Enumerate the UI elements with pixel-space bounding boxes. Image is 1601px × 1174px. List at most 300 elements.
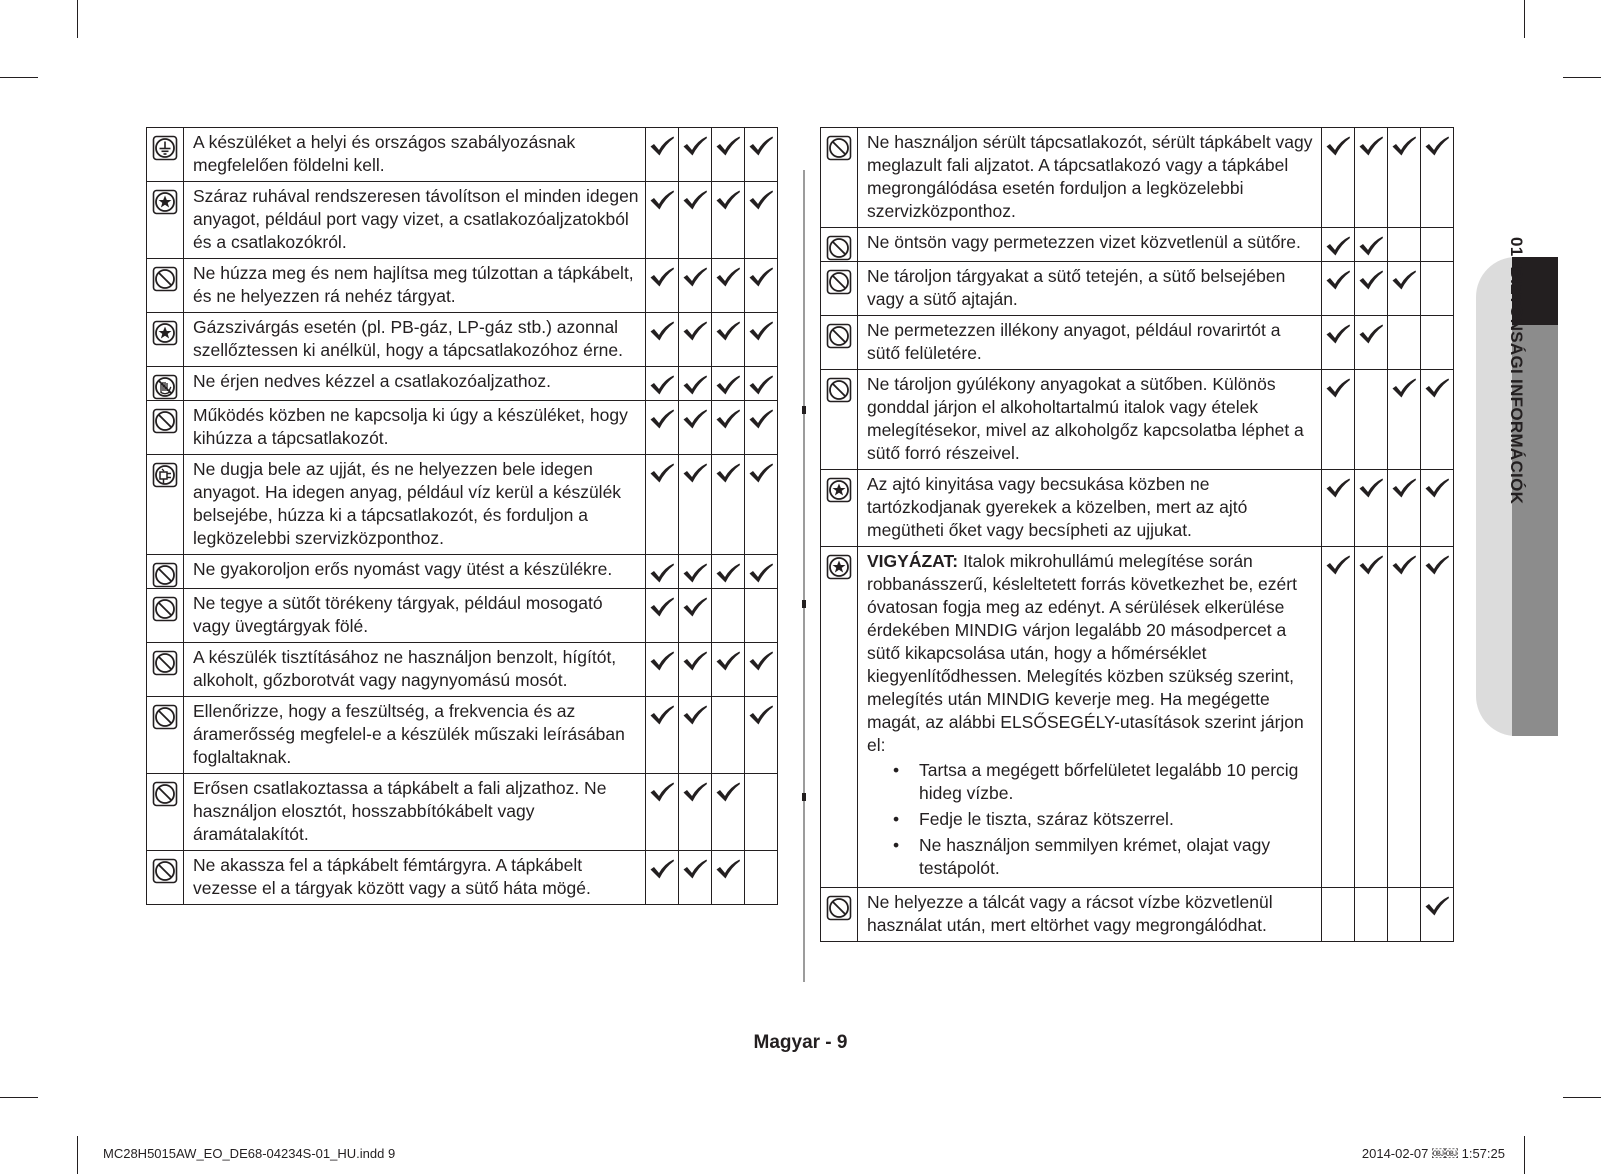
icon-cell	[147, 128, 184, 182]
checkmark-icon	[715, 650, 741, 672]
applicability-cell	[1355, 470, 1388, 547]
checkmark-icon	[649, 562, 675, 584]
icon-cell	[147, 259, 184, 313]
applicability-cell	[679, 851, 712, 905]
checkmark-icon	[1325, 269, 1351, 291]
checkmark-icon	[682, 596, 708, 618]
checkmark-icon	[682, 462, 708, 484]
instruction-body: Italok mikrohullámú melegítése során robbanásszerű, késleltetett forrás következhet be, ezért óvatosan fogja meg az edényt. A sérülések elkerülése érdekében MINDIG várjon legalább 20 másodpercet a sütő kikapcsolása után, hogy a hőmérséklet kiegyenlítődhessen. Melegítés közben szükség szerint, melegítés után MINDIG keverje meg. Ha megégette magát, az alábbi ELSŐSEGÉLY-utasítások szerint járjon el:	[867, 551, 1304, 755]
checkmark-icon	[715, 781, 741, 803]
checkmark-icon	[748, 135, 774, 157]
instruction-text	[867, 891, 1315, 937]
divider-tick	[802, 406, 806, 414]
applicability-cell	[1421, 470, 1454, 547]
instruction-text-cell	[858, 262, 1322, 316]
page-number: Magyar - 9	[753, 1032, 848, 1053]
icon-cell	[821, 128, 858, 228]
applicability-cell	[745, 259, 778, 313]
checkmark-icon	[1424, 135, 1450, 157]
applicability-cell	[712, 182, 745, 259]
safety-row	[147, 128, 778, 182]
instruction-body: Ne akassza fel a tápkábelt fémtárgyra. A tápkábelt vezesse el a tárgyak között vagy a sütő háta mögé.	[193, 855, 591, 898]
star-icon	[826, 554, 852, 580]
applicability-cell	[1388, 547, 1421, 888]
applicability-cell	[712, 367, 745, 401]
instruction-text	[193, 777, 639, 846]
checkmark-icon	[682, 408, 708, 430]
warning-label: VIGYÁZAT:	[867, 551, 959, 571]
checkmark-icon	[649, 650, 675, 672]
applicability-cell	[1388, 370, 1421, 470]
prohibited-icon	[152, 266, 178, 292]
instruction-text-cell	[858, 128, 1322, 228]
applicability-cell	[679, 367, 712, 401]
checkmark-icon	[1424, 477, 1450, 499]
checkmark-icon	[1391, 135, 1417, 157]
applicability-cell	[679, 259, 712, 313]
icon-cell	[147, 774, 184, 851]
instruction-text	[867, 550, 1315, 757]
icon-cell	[147, 555, 184, 589]
instruction-text-cell	[184, 401, 646, 455]
applicability-cell	[712, 555, 745, 589]
icon-cell	[821, 262, 858, 316]
icon-cell	[147, 182, 184, 259]
safety-row	[821, 370, 1454, 470]
applicability-cell	[646, 128, 679, 182]
applicability-cell	[679, 643, 712, 697]
instruction-text-cell	[184, 313, 646, 367]
instruction-text	[193, 592, 639, 638]
applicability-cell	[712, 851, 745, 905]
checkmark-icon	[748, 704, 774, 726]
checkmark-icon	[1358, 477, 1384, 499]
instruction-body: Ne öntsön vagy permetezzen vizet közvetlenül a sütőre.	[867, 232, 1301, 252]
safety-row	[821, 128, 1454, 228]
instruction-text-cell	[858, 370, 1322, 470]
applicability-cell	[712, 697, 745, 774]
applicability-cell	[646, 589, 679, 643]
applicability-cell	[1388, 888, 1421, 942]
prohibited-icon	[826, 323, 852, 349]
instruction-text	[193, 185, 639, 254]
icon-cell	[821, 470, 858, 547]
instruction-text	[193, 458, 639, 550]
applicability-cell	[646, 455, 679, 555]
instruction-body: Ne húzza meg és nem hajlítsa meg túlzottan a tápkábelt, és ne helyezzen rá nehéz tárgyat.	[193, 263, 634, 306]
applicability-cell	[745, 851, 778, 905]
instruction-body: Ne tároljon gyúlékony anyagokat a sütőben. Különös gonddal járjon el alkoholtartalmú italok vagy ételek melegítésekor, mivel az alkoholgőz kapcsolatba léphet a sütő forró részeivel.	[867, 374, 1304, 463]
safety-row	[147, 851, 778, 905]
applicability-cell	[1322, 370, 1355, 470]
checkmark-icon	[748, 266, 774, 288]
safety-row	[147, 555, 778, 589]
icon-cell	[821, 228, 858, 262]
checkmark-icon	[1358, 554, 1384, 576]
instruction-text-cell	[184, 455, 646, 555]
applicability-cell	[1322, 228, 1355, 262]
prohibited-icon	[152, 781, 178, 807]
first-aid-item: • Tartsa a megégett bőrfelületet legalább 10 percig hideg vízbe.	[867, 759, 1315, 805]
checkmark-icon	[715, 320, 741, 342]
applicability-cell	[646, 697, 679, 774]
applicability-cell	[646, 774, 679, 851]
icon-cell	[147, 367, 184, 401]
checkmark-icon	[682, 135, 708, 157]
checkmark-icon	[715, 374, 741, 396]
chapter-title	[1496, 237, 1536, 737]
instruction-body: Ne permetezzen illékony anyagot, például rovarirtót a sütő felületére.	[867, 320, 1281, 363]
instruction-body: Száraz ruhával rendszeresen távolítson el minden idegen anyagot, például port vagy vizet, a csatlakozóaljzatokból és a csatlakozókról.	[193, 186, 639, 252]
prohibited-icon	[152, 408, 178, 434]
applicability-cell	[745, 313, 778, 367]
checkmark-icon	[1391, 554, 1417, 576]
prohibited-icon	[152, 858, 178, 884]
checkmark-icon	[1358, 323, 1384, 345]
instruction-text-cell	[858, 888, 1322, 942]
star-icon	[152, 320, 178, 346]
checkmark-icon	[649, 135, 675, 157]
instruction-body: A készüléket a helyi és országos szabályozásnak megfelelően földelni kell.	[193, 132, 576, 175]
applicability-cell	[679, 589, 712, 643]
applicability-cell	[745, 367, 778, 401]
instruction-text-cell	[858, 316, 1322, 370]
applicability-cell	[679, 128, 712, 182]
prohibited-icon	[826, 895, 852, 921]
first-aid-item: • Ne használjon semmilyen krémet, olajat vagy testápolót.	[867, 834, 1315, 880]
prohibited-icon	[152, 596, 178, 622]
instruction-text-cell	[184, 851, 646, 905]
applicability-cell	[745, 401, 778, 455]
crop-mark-top-right	[1524, 0, 1525, 38]
checkmark-icon	[1391, 377, 1417, 399]
prohibited-icon	[152, 704, 178, 730]
applicability-cell	[712, 774, 745, 851]
applicability-cell	[1355, 228, 1388, 262]
applicability-cell	[1355, 370, 1388, 470]
checkmark-icon	[748, 408, 774, 430]
checkmark-icon	[649, 858, 675, 880]
applicability-cell	[1388, 316, 1421, 370]
applicability-cell	[1421, 547, 1454, 888]
applicability-cell	[745, 455, 778, 555]
checkmark-icon	[649, 266, 675, 288]
checkmark-icon	[715, 858, 741, 880]
applicability-cell	[679, 455, 712, 555]
checkmark-icon	[1391, 269, 1417, 291]
instruction-text-cell	[184, 555, 646, 589]
chapter-name: BIZTONSÁGI INFORMÁCIÓK	[1507, 266, 1526, 505]
crop-mark-left-top	[0, 77, 38, 78]
safety-row	[147, 401, 778, 455]
applicability-cell	[646, 851, 679, 905]
safety-row	[821, 262, 1454, 316]
prohibited-icon	[826, 269, 852, 295]
instruction-text	[193, 370, 639, 393]
safety-row	[147, 697, 778, 774]
applicability-cell	[1322, 470, 1355, 547]
applicability-cell	[679, 774, 712, 851]
icon-cell	[147, 851, 184, 905]
instruction-text	[193, 316, 639, 362]
no-wet-hands-icon	[152, 374, 178, 400]
checkmark-icon	[682, 858, 708, 880]
instruction-text-cell	[184, 128, 646, 182]
star-icon	[826, 477, 852, 503]
prohibited-icon	[826, 135, 852, 161]
checkmark-icon	[748, 562, 774, 584]
checkmark-icon	[682, 189, 708, 211]
crop-mark-bottom-right	[1524, 1136, 1525, 1174]
prohibited-icon	[152, 562, 178, 588]
checkmark-icon	[1424, 554, 1450, 576]
checkmark-icon	[649, 462, 675, 484]
checkmark-icon	[1325, 323, 1351, 345]
instruction-body: Ne gyakoroljon erős nyomást vagy ütést a készülékre.	[193, 559, 613, 579]
icon-cell	[821, 316, 858, 370]
checkmark-icon	[682, 374, 708, 396]
star-icon	[152, 189, 178, 215]
first-aid-item: • Fedje le tiszta, száraz kötszerrel.	[867, 808, 1315, 831]
safety-row	[821, 316, 1454, 370]
checkmark-icon	[649, 781, 675, 803]
instruction-text	[193, 646, 639, 692]
instruction-text-cell	[184, 367, 646, 401]
checkmark-icon	[1325, 377, 1351, 399]
instruction-text-cell	[184, 774, 646, 851]
icon-cell	[821, 370, 858, 470]
instruction-body: Gázszivárgás esetén (pl. PB-gáz, LP-gáz stb.) azonnal szellőztessen ki anélkül, hogy a tápcsatlakozóhoz érne.	[193, 317, 623, 360]
applicability-cell	[712, 455, 745, 555]
checkmark-icon	[649, 374, 675, 396]
instruction-body: Működés közben ne kapcsolja ki úgy a készüléket, hogy kihúzza a tápcsatlakozót.	[193, 405, 628, 448]
icon-cell	[147, 313, 184, 367]
right-safety-table	[820, 127, 1454, 942]
applicability-cell	[679, 697, 712, 774]
unplug-icon	[152, 462, 178, 488]
applicability-cell	[1421, 262, 1454, 316]
applicability-cell	[1322, 888, 1355, 942]
instruction-text	[867, 265, 1315, 311]
instruction-text-cell	[184, 182, 646, 259]
checkmark-icon	[715, 408, 741, 430]
checkmark-icon	[649, 320, 675, 342]
applicability-cell	[679, 555, 712, 589]
safety-row	[147, 455, 778, 555]
applicability-cell	[1322, 262, 1355, 316]
instruction-text	[193, 558, 639, 581]
checkmark-icon	[715, 462, 741, 484]
applicability-cell	[712, 643, 745, 697]
checkmark-icon	[649, 189, 675, 211]
applicability-cell	[1322, 547, 1355, 888]
applicability-cell	[745, 555, 778, 589]
safety-row	[821, 888, 1454, 942]
instruction-text	[867, 373, 1315, 465]
checkmark-icon	[682, 781, 708, 803]
checkmark-icon	[1424, 895, 1450, 917]
applicability-cell	[1421, 888, 1454, 942]
instruction-body: Ellenőrizze, hogy a feszültség, a frekvencia és az áramerősség megfelel-e a készülék műszaki leírásában foglaltaknak.	[193, 701, 625, 767]
first-aid-list	[867, 759, 1315, 880]
applicability-cell	[745, 128, 778, 182]
applicability-cell	[1355, 316, 1388, 370]
footer-timestamp: 2014-02-07 ￼￼ 1:57:25	[1361, 1146, 1505, 1161]
applicability-cell	[1421, 228, 1454, 262]
instruction-body: Az ajtó kinyitása vagy becsukása közben ne tartózkodjanak gyerekek a közelben, mert az ajtó megütheti őket vagy becsípheti az ujjukat.	[867, 474, 1248, 540]
safety-row	[147, 259, 778, 313]
checkmark-icon	[682, 650, 708, 672]
checkmark-icon	[682, 266, 708, 288]
footer-file-name: MC28H5015AW_EO_DE68-04234S-01_HU.indd 9	[103, 1146, 396, 1161]
safety-row	[821, 470, 1454, 547]
instruction-body: Ne tároljon tárgyakat a sütő tetején, a sütő belsejében vagy a sütő ajtaján.	[867, 266, 1286, 309]
checkmark-icon	[682, 562, 708, 584]
prohibited-icon	[826, 235, 852, 261]
icon-cell	[147, 643, 184, 697]
icon-cell	[821, 888, 858, 942]
applicability-cell	[1322, 128, 1355, 228]
instruction-body: Ne érjen nedves kézzel a csatlakozóaljzathoz.	[193, 371, 551, 391]
safety-row	[821, 547, 1454, 888]
applicability-cell	[1322, 316, 1355, 370]
applicability-cell	[712, 128, 745, 182]
checkmark-icon	[715, 135, 741, 157]
applicability-cell	[679, 313, 712, 367]
crop-mark-right-top	[1563, 77, 1601, 78]
icon-cell	[147, 697, 184, 774]
ground-icon	[152, 135, 178, 161]
instruction-text	[193, 700, 639, 769]
crop-mark-left-bottom	[0, 1097, 38, 1098]
checkmark-icon	[1358, 135, 1384, 157]
checkmark-icon	[748, 374, 774, 396]
divider-tick	[802, 793, 806, 801]
applicability-cell	[679, 182, 712, 259]
chapter-side-tab	[1476, 237, 1558, 736]
instruction-text	[193, 262, 639, 308]
instruction-text	[867, 473, 1315, 542]
safety-row	[147, 589, 778, 643]
safety-row	[147, 313, 778, 367]
instruction-body: A készülék tisztításához ne használjon benzolt, hígítót, alkoholt, gőzborotvát vagy nagynyomású mosót.	[193, 647, 617, 690]
instruction-body: Ne tegye a sütőt törékeny tárgyak, például mosogató vagy üvegtárgyak fölé.	[193, 593, 603, 636]
checkmark-icon	[1358, 269, 1384, 291]
left-safety-table	[146, 127, 778, 905]
instruction-text-cell	[858, 470, 1322, 547]
crop-mark-bottom-left	[77, 1136, 78, 1174]
divider-tick	[802, 600, 806, 608]
instruction-text	[867, 231, 1315, 254]
instruction-text-cell	[858, 547, 1322, 888]
applicability-cell	[646, 182, 679, 259]
checkmark-icon	[1325, 135, 1351, 157]
prohibited-icon	[152, 650, 178, 676]
chapter-number: 01	[1507, 237, 1526, 257]
instruction-text	[193, 854, 639, 900]
checkmark-icon	[682, 320, 708, 342]
applicability-cell	[1388, 228, 1421, 262]
applicability-cell	[1355, 262, 1388, 316]
applicability-cell	[1355, 547, 1388, 888]
applicability-cell	[1355, 888, 1388, 942]
checkmark-icon	[649, 704, 675, 726]
checkmark-icon	[1391, 477, 1417, 499]
instruction-body: Ne dugja bele az ujját, és ne helyezzen bele idegen anyagot. Ha idegen anyag, például víz kerül a készülék belsejébe, húzza ki a tápcsatlakozót, és forduljon a legközelebbi szervizközponthoz.	[193, 459, 622, 548]
checkmark-icon	[1325, 235, 1351, 257]
icon-cell	[147, 401, 184, 455]
applicability-cell	[1421, 128, 1454, 228]
safety-row	[147, 367, 778, 401]
safety-row	[147, 774, 778, 851]
instruction-body: Ne helyezze a tálcát vagy a rácsot vízbe közvetlenül használat után, mert eltörhet vagy megrongálódhat.	[867, 892, 1273, 935]
instruction-text-cell	[858, 228, 1322, 262]
applicability-cell	[1388, 262, 1421, 316]
applicability-cell	[646, 401, 679, 455]
safety-row	[821, 228, 1454, 262]
checkmark-icon	[1325, 477, 1351, 499]
instruction-body: Ne használjon sérült tápcsatlakozót, sérült tápkábelt vagy meglazult fali aljzatot. A tápcsatlakozó vagy a tápkábel megrongálódása esetén forduljon a legközelebbi szervizközponthoz.	[867, 132, 1313, 221]
crop-mark-right-bottom	[1563, 1097, 1601, 1098]
checkmark-icon	[748, 462, 774, 484]
prohibited-icon	[826, 377, 852, 403]
applicability-cell	[1355, 128, 1388, 228]
applicability-cell	[646, 555, 679, 589]
applicability-cell	[679, 401, 712, 455]
instruction-text-cell	[184, 697, 646, 774]
checkmark-icon	[748, 320, 774, 342]
icon-cell	[147, 589, 184, 643]
instruction-text-cell	[184, 643, 646, 697]
instruction-text	[867, 131, 1315, 223]
applicability-cell	[745, 697, 778, 774]
applicability-cell	[745, 643, 778, 697]
applicability-cell	[745, 589, 778, 643]
checkmark-icon	[715, 189, 741, 211]
applicability-cell	[1421, 316, 1454, 370]
checkmark-icon	[748, 650, 774, 672]
applicability-cell	[1388, 470, 1421, 547]
applicability-cell	[745, 182, 778, 259]
checkmark-icon	[1325, 554, 1351, 576]
applicability-cell	[712, 259, 745, 313]
applicability-cell	[712, 313, 745, 367]
instruction-text-cell	[184, 589, 646, 643]
icon-cell	[147, 455, 184, 555]
applicability-cell	[712, 589, 745, 643]
checkmark-icon	[682, 704, 708, 726]
applicability-cell	[712, 401, 745, 455]
applicability-cell	[646, 259, 679, 313]
checkmark-icon	[649, 596, 675, 618]
applicability-cell	[1388, 128, 1421, 228]
safety-row	[147, 643, 778, 697]
applicability-cell	[646, 367, 679, 401]
applicability-cell	[1421, 370, 1454, 470]
instruction-text	[193, 131, 639, 177]
checkmark-icon	[1424, 377, 1450, 399]
safety-row	[147, 182, 778, 259]
checkmark-icon	[748, 189, 774, 211]
checkmark-icon	[715, 266, 741, 288]
instruction-body: Erősen csatlakoztassa a tápkábelt a fali aljzathoz. Ne használjon elosztót, hosszabbítókábelt vagy áramátalakítót.	[193, 778, 607, 844]
instruction-text	[867, 319, 1315, 365]
applicability-cell	[646, 643, 679, 697]
checkmark-icon	[649, 408, 675, 430]
instruction-text-cell	[184, 259, 646, 313]
icon-cell	[821, 547, 858, 888]
checkmark-icon	[1358, 235, 1384, 257]
